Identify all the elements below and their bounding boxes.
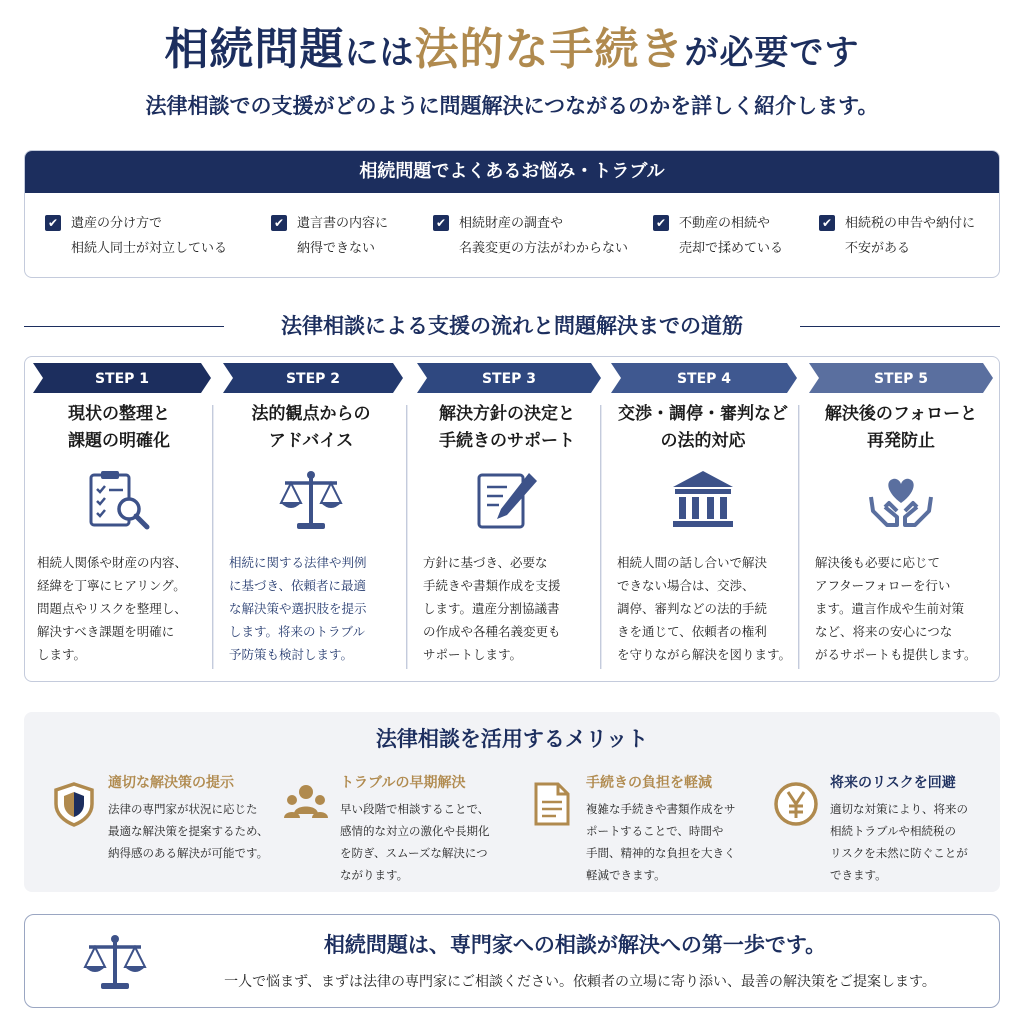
merit-body: 早い段階で相談することで、 感情的な対立の激化や長期化 を防ぎ、スムーズな解決につ ながります。: [340, 802, 490, 882]
closing-panel: [24, 914, 1000, 1008]
title-part-4: が必要です: [684, 33, 860, 73]
trouble-item: [819, 211, 999, 261]
merit-item: [50, 772, 290, 882]
step-divider: [403, 405, 407, 669]
trouble-text-line: 売却で揉めている: [679, 241, 784, 256]
merit-body: 適切な対策により、将来の 相続トラブルや相続税の リスクを未然に防ぐことが できます。: [830, 802, 968, 882]
trouble-item: [45, 211, 271, 261]
step-label: STEP 5: [873, 371, 929, 387]
step-title: 交渉・調停・審判など の法的対応: [618, 404, 788, 451]
trouble-item: [271, 211, 433, 261]
trouble-item: [433, 211, 653, 261]
merits-panel: [24, 712, 1000, 892]
merit-title: 適切な解決策の提示: [108, 775, 234, 791]
step-body: 相続に関する法律や判例 に基づき、依頼者に最適 な解決策や選択肢を提示 します。将来のトラブル 予防策も検討します。: [229, 555, 367, 662]
checkbox-icon: ✔: [271, 215, 287, 231]
troubles-panel: [24, 150, 1000, 278]
step-divider: [795, 405, 799, 669]
checkbox-icon: ✔: [653, 215, 669, 231]
flow-heading: 法律相談による支援の流れと問題解決までの道筋: [281, 313, 743, 338]
document-pen-icon: [473, 467, 541, 535]
checklist-search-icon: [85, 467, 153, 535]
step-label: STEP 2: [285, 371, 341, 387]
step-divider: [597, 405, 601, 669]
yen-coin-icon: [772, 780, 820, 828]
step-body: 方針に基づき、必要な 手続きや書類作成を支援 します。遺産分割協議書 の作成や各種名義変更も サポートします。: [423, 555, 561, 662]
step-body: 相続人関係や財産の内容、 経緯を丁寧にヒアリング。 問題点やリスクを整理し、 解決すべき課題を明確に します。: [37, 555, 188, 662]
step-card: [605, 357, 801, 669]
merit-title: 手続きの負担を軽減: [586, 775, 712, 791]
page-title: [0, 20, 1024, 83]
hands-heart-icon: [867, 467, 935, 535]
flow-heading-row: [24, 306, 1000, 346]
step-title: 現状の整理と 課題の明確化: [68, 404, 170, 451]
troubles-list: [25, 193, 999, 261]
shield-icon: [50, 780, 98, 828]
closing-title: 相続問題は、専門家への相談が解決への第一歩です。: [323, 932, 827, 957]
checkbox-icon: ✔: [819, 215, 835, 231]
trouble-item: [653, 211, 819, 261]
trouble-text-line: 不動産の相続や: [679, 216, 771, 231]
title-part-2: には: [344, 33, 415, 73]
step-title: 解決方針の決定と 手続きのサポート: [439, 404, 575, 451]
merit-title: 将来のリスクを回避: [830, 775, 956, 791]
trouble-text-line: 相続税の申告や納付に: [845, 216, 976, 231]
title-part-1: 相続問題: [164, 24, 345, 75]
courthouse-icon: [669, 467, 737, 535]
merit-item: [282, 772, 522, 882]
scales-icon: [277, 467, 345, 535]
merit-body: 法律の専門家が状況に応じた 最適な解決策を提案するため、 納得感のある解決が可能です。: [108, 802, 269, 860]
step-title: 解決後のフォローと 再発防止: [824, 404, 978, 451]
trouble-text-line: 不安がある: [845, 241, 911, 256]
steps-panel: [24, 356, 1000, 682]
people-icon: [282, 780, 330, 828]
step-card: [411, 357, 603, 669]
scales-icon: [83, 933, 147, 991]
step-divider: [209, 405, 213, 669]
step-banner: [223, 363, 403, 393]
step-label: STEP 1: [94, 371, 150, 387]
step-card: [217, 357, 405, 669]
trouble-text-line: 名義変更の方法がわからない: [459, 241, 629, 256]
trouble-text-line: 相続財産の調査や: [459, 216, 564, 231]
troubles-heading: 相続問題でよくあるお悩み・トラブル: [25, 151, 999, 193]
trouble-text-line: 遺言書の内容に: [297, 216, 389, 231]
merits-heading: 法律相談を活用するメリット: [375, 726, 649, 751]
step-banner: [33, 363, 211, 393]
checkbox-icon: ✔: [433, 215, 449, 231]
trouble-text-line: 納得できない: [297, 241, 376, 256]
step-card: [803, 357, 999, 669]
merit-item: [528, 772, 768, 882]
step-body: 相続人間の話し合いで解決 できない場合は、交渉、 調停、審判などの法的手続 きを通じて、依頼者の権利 を守りながら解決を図ります。: [617, 555, 792, 662]
merit-body: 複雑な手続きや書類作成をサ ポートすることで、時間や 手間、精神的な負担を大きく 軽減できます。: [586, 802, 736, 882]
step-title: 法的観点からの アドバイス: [251, 404, 371, 451]
trouble-text-line: 遺産の分け方で: [71, 216, 163, 231]
document-icon: [528, 780, 576, 828]
step-label: STEP 3: [481, 371, 537, 387]
step-banner: [611, 363, 797, 393]
step-banner: [809, 363, 993, 393]
checkbox-icon: ✔: [45, 215, 61, 231]
page-subtitle: 法律相談での支援がどのように問題解決につながるのかを詳しく紹介します。: [145, 94, 879, 118]
step-body: 解決後も必要に応じて アフターフォローを行い ます。遺言作成や生前対策 など、将来の安心につな がるサポートも提供します。: [815, 555, 977, 662]
step-label: STEP 4: [676, 371, 732, 387]
step-banner: [417, 363, 601, 393]
closing-text: 一人で悩まず、まずは法律の専門家にご相談ください。依頼者の立場に寄り添い、最善の解決策をご提案します。: [224, 974, 936, 990]
title-part-3: 法的な手続き: [414, 24, 685, 75]
merit-title: トラブルの早期解決: [340, 775, 466, 791]
step-card: [25, 357, 213, 669]
trouble-text-line: 相続人同士が対立している: [71, 241, 228, 256]
merit-item: [772, 772, 1012, 882]
